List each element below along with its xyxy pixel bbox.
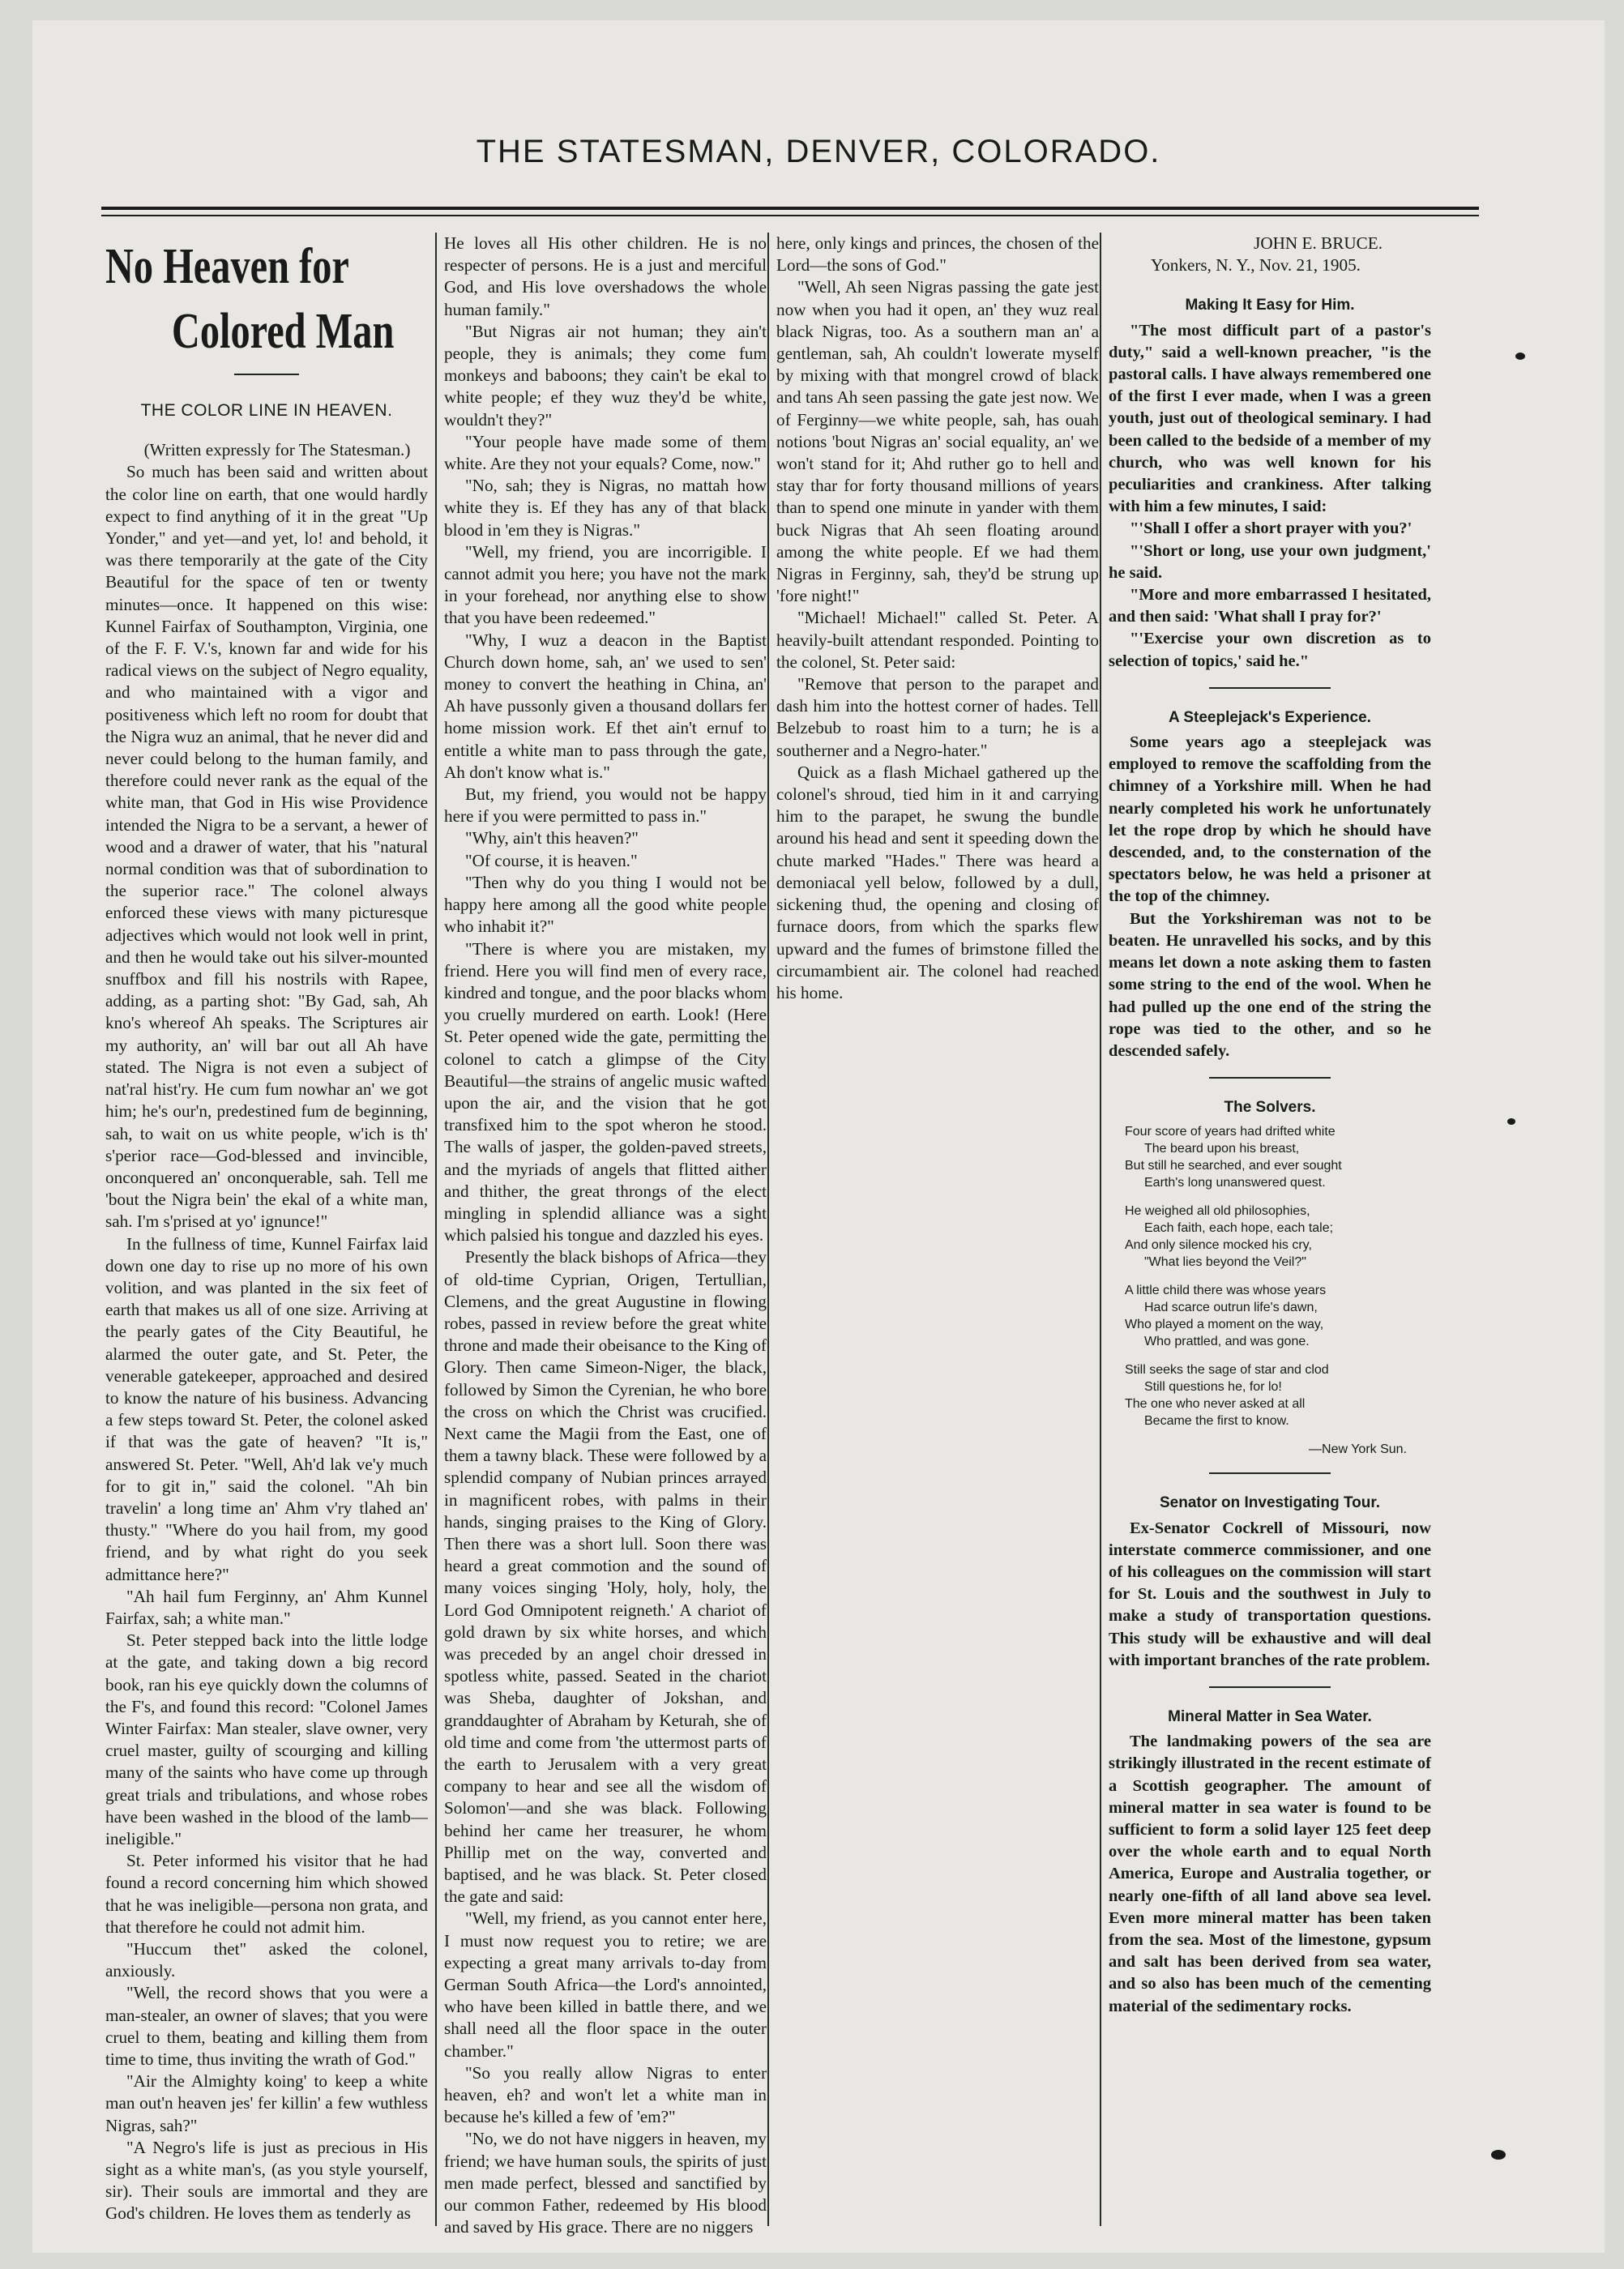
- article-paragraph: "Well, my friend, you are incorrigible. I cannot admit you here; you have not the mark in your forehead, nor anything else to show that you have been redeemed.": [444, 541, 767, 628]
- article-paragraph: "So you really allow Nigras to enter heaven, eh? and won't let a white man in because he's killed a few of 'em?": [444, 2062, 767, 2127]
- column-rule: [1100, 233, 1101, 2226]
- item-paragraph: Ex-Senator Cockrell of Missouri, now interstate commerce commissioner, and one of his colleagues on the commission will start for St. Louis and the southwest in July to make a study of transportation questions. This study will be exhaustive and will deal with important branches of the rate problem.: [1109, 1519, 1431, 1669]
- article-paragraph: "No, sah; they is Nigras, no mattah how white they is. Ef they has any of that black blood in 'em they is Nigras.": [444, 476, 767, 540]
- article-paragraph: "A Negro's life is just as precious in His sight as a white man's, (as you style yourself, sir). Their souls are immortal and they are God's children. He loves them as tenderly as: [105, 2137, 428, 2224]
- poem-line: But still he searched, and ever sought: [1125, 1159, 1342, 1173]
- poem-line: "What lies beyond the Veil?": [1144, 1255, 1306, 1270]
- article-paragraph: "Then why do you thing I would not be happy here among all the good white people who inhabit it?": [444, 872, 767, 937]
- column-1: [105, 233, 428, 2225]
- article-credit: (Written expressly for The Statesman.): [143, 440, 411, 460]
- poem-line: Earth's long unanswered quest.: [1144, 1176, 1326, 1190]
- article-body-part-1: [105, 461, 428, 2224]
- article-dateline: Yonkers, N. Y., Nov. 21, 1905.: [1151, 255, 1361, 276]
- item-title: Making It Easy for Him.: [1185, 297, 1355, 314]
- poem-line: Four score of years had drifted white: [1125, 1125, 1336, 1139]
- poem-line: Became the first to know.: [1144, 1414, 1289, 1429]
- poem-stanza: [1125, 1123, 1431, 1191]
- article-paragraph: "Huccum thet" asked the colonel, anxiously.: [105, 1939, 428, 1981]
- item-paragraph: But the Yorkshireman was not to be beaten. He unravelled his socks, and by this means let down a note asking them to fasten some string to the end of the wool. When he had pulled up the one end of the string the rope was tied to the other, and so he descended safely.: [1109, 909, 1431, 1060]
- item-paragraph: "More and more embarrassed I hesitated, and then said: 'What shall I pray for?': [1109, 586, 1431, 626]
- article-paragraph: "Your people have made some of them white. Are they not your equals? Come, now.": [444, 431, 767, 474]
- item-divider: [1209, 1686, 1331, 1688]
- article-paragraph: St. Peter informed his visitor that he had found a record concerning him which showed that he was ineligible—persona non grata, and that therefore he could not admit him.: [105, 1851, 428, 1937]
- headline-line-2: Colored Man: [171, 304, 395, 359]
- poem-line: Still seeks the sage of star and clod: [1125, 1363, 1329, 1378]
- newspaper-page: [32, 20, 1605, 2253]
- item-paragraph: "'Shall I offer a short prayer with you?': [1130, 519, 1412, 538]
- kicker: THE COLOR LINE IN HEAVEN.: [140, 401, 393, 420]
- scan-speck: [1515, 353, 1525, 360]
- scan-speck: [1507, 1118, 1515, 1125]
- article-paragraph: "There is where you are mistaken, my friend. Here you will find men of every race, kindred and tongue, and the poor blacks whom you cruelly murdered on earth. Look! (Here St. Peter opened wide the gate, permitting the colonel to catch a glimpse of the City Beautiful—the strains of angelic music wafted upon the air, and the vision that he got transfixed him to the spot wheron he stood. The walls of jasper, the golden-paved streets, and the myriads of angels that flitted aither and thither, the great throngs of the elect mingling in splendid alliance was a sight which palsied his tongue and dazzled his eyes.: [444, 938, 767, 1246]
- item-paragraph: Some years ago a steeplejack was employed to remove the scaffolding from the chimney of a Yorkshire mill. When he had nearly completed his work he unfortunately let the rope drop by which he should have descended, and, to the consternation of the spectators below, he was held a prisoner at the top of the chimney.: [1109, 733, 1431, 906]
- item-paragraph: "'Short or long, use your own judgment,' he said.: [1109, 541, 1431, 582]
- poem-line: Had scarce outrun life's dawn,: [1144, 1301, 1318, 1315]
- article-paragraph: But, my friend, you would not be happy here if you were permitted to pass in.": [444, 784, 767, 827]
- item-divider: [1209, 687, 1331, 689]
- article-paragraph: So much has been said and written about the color line on earth, that one would hardly expect to find anything of it in the great "Up Yonder," and yet—and yet, lo! and behold, it was there temporarily at the gate of the City Beautiful for the space of ten or twenty minutes—once. It happened on this wise: Kunnel Fairfax of Southampton, Virginia, one of the F. F. V.'s, known far and wide for his radical views on the subject of Negro equality, and who maintained with a vigor and positiveness which left no room for doubt that the Nigra wuz an animal, that he never did and never could belong to the human family, and therefore could never rank as the equal of the white man, that God in His wise Providence intended the Nigra to be a servant, a hewer of wood and a drawer of water, that his "natural normal condition was that of subordination to the superior race." The colonel always enforced these views with many picturesque adjectives which would not look well in print, and then he would take out his silver-mounted snuffbox and fill his nostrils with Rapee, adding, as a parting shot: "By Gad, sah, Ah kno's whereof Ah speaks. The Scriptures air my authority, an' will bar out all Ah have stated. The Nigra is not even a subject of nat'ral hist'ry. He cum fum nowhar an' we got him; he's our'n, predestined fum de beginning, sah, to wait on us white people, w'ich is th' s'perior race—God-blessed and invincible, onconquered an' onconquerable, sah. Tell me 'bout the Nigra bein' the ekal of a white man, sah. I'm s'prised at yo' ignunce!": [105, 462, 428, 1232]
- column-4: [1109, 233, 1431, 2018]
- article-paragraph: Quick as a flash Michael gathered up the colonel's shroud, tied him in it and carrying him to the parapet, he swung the bundle around his head and sent it speeding down the chute marked "Hades." There was heard a demoniacal yell below, followed by a dull, sickening thud, the opening and closing of furnace doors, from which the sparks flew upward and the fumes of brimstone filled the circumambient air. The colonel had reached his home.: [776, 762, 1099, 1002]
- item-divider: [1209, 1077, 1331, 1079]
- poem-stanza: [1125, 1361, 1431, 1429]
- article-paragraph: "Well, the record shows that you were a man-stealer, an owner of slaves; that you were cruel to them, beating and killing them from time to time, thus inviting the wrath of God.": [105, 1983, 428, 2070]
- poem-stanza: [1125, 1203, 1431, 1271]
- article-paragraph: "But Nigras air not human; they ain't people, they is animals; they come fum monkeys and baboons; they cain't be ekal to white people; ef they wuz they'd be white, wouldn't they?": [444, 321, 767, 429]
- masthead: THE STATESMAN, DENVER, COLORADO.: [476, 134, 1161, 169]
- poem: [1125, 1123, 1431, 1458]
- poem-line: The beard upon his breast,: [1144, 1142, 1300, 1156]
- scan-speck: [1491, 2150, 1506, 2160]
- article-paragraph: "Remove that person to the parapet and dash him into the hottest corner of hades. Tell Belzebub to roast him to a turn; he is a southerner and a Negro-hater.": [776, 674, 1099, 760]
- item-paragraph: "'Exercise your own discretion as to selection of topics,' said he.": [1109, 630, 1431, 670]
- poem-line: Each faith, each hope, each tale;: [1144, 1221, 1334, 1236]
- article-paragraph: "Well, Ah seen Nigras passing the gate jest now when you had it open, an' they wuz real black Nigras, too. As a southern man an' a gentleman, sah, Ah couldn't lowerate myself by mixing with that mongrel crowd of black and tans Ah seen passing the gate jest now. We of Ferginny—we white people, sah, has ouah notions 'bout Nigras an' social equality, an' we won't stand for it; Ahd ruther go to hell and stay thar for forty thousand millions of years than to spend one minute in yander with them buck Nigras that Ah seen floating around among the white people. Ef we had them Nigras in Ferginny, sah, they'd be strung up 'fore night!": [776, 277, 1099, 606]
- poem-line: A little child there was whose years: [1125, 1284, 1327, 1298]
- poem-line: Who prattled, and was gone.: [1144, 1335, 1310, 1349]
- column-rule: [767, 233, 769, 2226]
- poem-line: The one who never asked at all: [1125, 1397, 1306, 1412]
- item-title: The Solvers.: [1224, 1099, 1316, 1117]
- headline: [105, 234, 428, 364]
- headline-line-1: No Heaven for: [105, 239, 349, 294]
- poem-stanza: [1125, 1282, 1431, 1350]
- article-signature: JOHN E. BRUCE.: [1254, 233, 1383, 253]
- masthead-rule: [101, 207, 1479, 210]
- poem-line: Still questions he, for lo!: [1144, 1380, 1282, 1395]
- article-paragraph: Presently the black bishops of Africa—they of old-time Cyprian, Origen, Tertullian, Clemens, and the great Augustine in flowing robes, passed in review before the great white throne and made their obeisance to the King of Glory. Then came Simeon-Niger, the black, followed by Simon the Cyrenian, he who bore the cross on which the Christ was crucified. Next came the Magii from the East, one of them a tawny black. These were followed by a splendid company of Nubian princes arrayed in magnificent robes, with palms in their hands, singing praises to the King of Glory. Then there was a short lull. Soon there was heard a great commotion and the sound of many voices singing 'Holy, holy, holy, the Lord God Omnipotent reigneth.' A chariot of gold drawn by six white horses, and which was preceded by an angel choir dressed in spotless white, passed. Seated in the chariot was Sheba, daughter of Jokshan, and granddaughter of Abraham by Keturah, she of old time and come from 'the uttermost parts of the earth to Jerusalem with a very great company to hear and see all the wisdom of Solomon'—and she was black. Following behind her came her treasurer, he whom Phillip met on the way, converted and baptised, and he was black. St. Peter closed the gate and said:: [444, 1247, 767, 1907]
- poem-line: And only silence mocked his cry,: [1125, 1238, 1312, 1253]
- article-paragraph: He loves all His other children. He is no respecter of persons. He is a just and merciful God, and His love overshadows the whole human family.": [444, 233, 767, 319]
- article-paragraph: "Michael! Michael!" called St. Peter. A heavily-built attendant responded. Pointing to the colonel, St. Peter said:: [776, 608, 1099, 672]
- masthead-rule-thin: [101, 215, 1479, 216]
- column-2: [444, 233, 767, 2238]
- item-title: Mineral Matter in Sea Water.: [1168, 1707, 1372, 1725]
- column-3: [776, 233, 1099, 1004]
- poem-source: —New York Sun.: [1309, 1442, 1407, 1457]
- article-paragraph: "Well, my friend, as you cannot enter here, I must now request you to retire; we are expecting a great many arrivals to-day from German South Africa—the Lord's annointed, who have been killed in battle there, and we shall need all the floor space in the outer chamber.": [444, 1908, 767, 2061]
- article-paragraph: St. Peter stepped back into the little lodge at the gate, and taking down a big record book, ran his eye quickly down the columns of the F's, and found this record: "Colonel James Winter Fairfax: Man stealer, slave owner, very cruel master, guilty of scourging and killing many of the saints who have come up through great trials and tribulations, and whose robes have been washed in the blood of the lamb—ineligible.": [105, 1630, 428, 1848]
- article-paragraph: "Why, ain't this heaven?": [465, 828, 639, 848]
- poem-line: He weighed all old philosophies,: [1125, 1204, 1310, 1219]
- article-body-part-2: [444, 233, 767, 2238]
- poem-line: Who played a moment on the way,: [1125, 1318, 1324, 1332]
- article-paragraph: "Why, I wuz a deacon in the Baptist Church down home, sah, an' we used to sen' money to convert the heathing in China, an' Ah have pussonly given a thousand dollars fer home mission work. Ef thet ain't ernuf to entitle a white man to pass through the gate, Ah don't know what is.": [444, 630, 767, 782]
- article-paragraph: "Air the Almighty koing' to keep a white man out'n heaven jes' fer killin' a few wuthless Nigras, sah?": [105, 2071, 428, 2135]
- item-paragraph: The landmaking powers of the sea are strikingly illustrated in the recent estimate of a Scottish geographer. The amount of mineral matter in sea water is found to be sufficient to form a solid layer 125 feet deep over the whole earth and to equal North America, Europe and Australia together, or nearly one-fifth of all land above sea level. Even more mineral matter has been taken from the sea. Most of the limestone, gypsum and salt has been derived from sea water, and so also has been much of the cementing material of the sedimentary rocks.: [1109, 1733, 1431, 2015]
- item-title: Senator on Investigating Tour.: [1159, 1494, 1380, 1512]
- article-paragraph: "Of course, it is heaven.": [465, 850, 638, 870]
- article-paragraph: In the fullness of time, Kunnel Fairfax laid down one day to rise up no more of his own volition, and was planted in the six feet of earth that makes us all of one size. Arriving at the pearly gates of the City Beautiful, he alarmed the outer gate, and St. Peter, the venerable gatekeeper, approached and desired to know the nature of his business. Advancing a few steps toward St. Peter, the colonel asked if that was the gate of heaven? "It is," answered St. Peter. "Well, Ah'd lak ve'y much for to git in," said the colonel. "Ah bin travelin' a long time an' Ahm v'ry tlahed an' thusty." "Where do you hail from, my good friend, and by what right do you seek admittance here?": [105, 1233, 428, 1584]
- item-divider: [1209, 1472, 1331, 1474]
- item-title: A Steeplejack's Experience.: [1169, 708, 1371, 726]
- article-body-part-3: [776, 233, 1099, 1004]
- item-paragraph: "The most difficult part of a pastor's duty," said a well-known preacher, "is the pastoral calls. I have always remembered one of the first I ever made, when I was a green youth, just out of theological seminary. I had been called to the bedside of a member of my church, who was well known for his peculiarities and crankiness. After talking with him a few minutes, I said:: [1109, 321, 1431, 516]
- headline-divider: [234, 374, 299, 375]
- article-paragraph: "Ah hail fum Ferginny, an' Ahm Kunnel Fairfax, sah; a white man.": [105, 1586, 428, 1628]
- article-paragraph: here, only kings and princes, the chosen of the Lord—the sons of God.": [776, 233, 1099, 276]
- column-rule: [435, 233, 437, 2226]
- article-paragraph: "No, we do not have niggers in heaven, my friend; we have human souls, the spirits of just men made perfect, blessed and sanctified by our common Father, redeemed by His blood and saved by His grace. There are no niggers: [444, 2129, 767, 2237]
